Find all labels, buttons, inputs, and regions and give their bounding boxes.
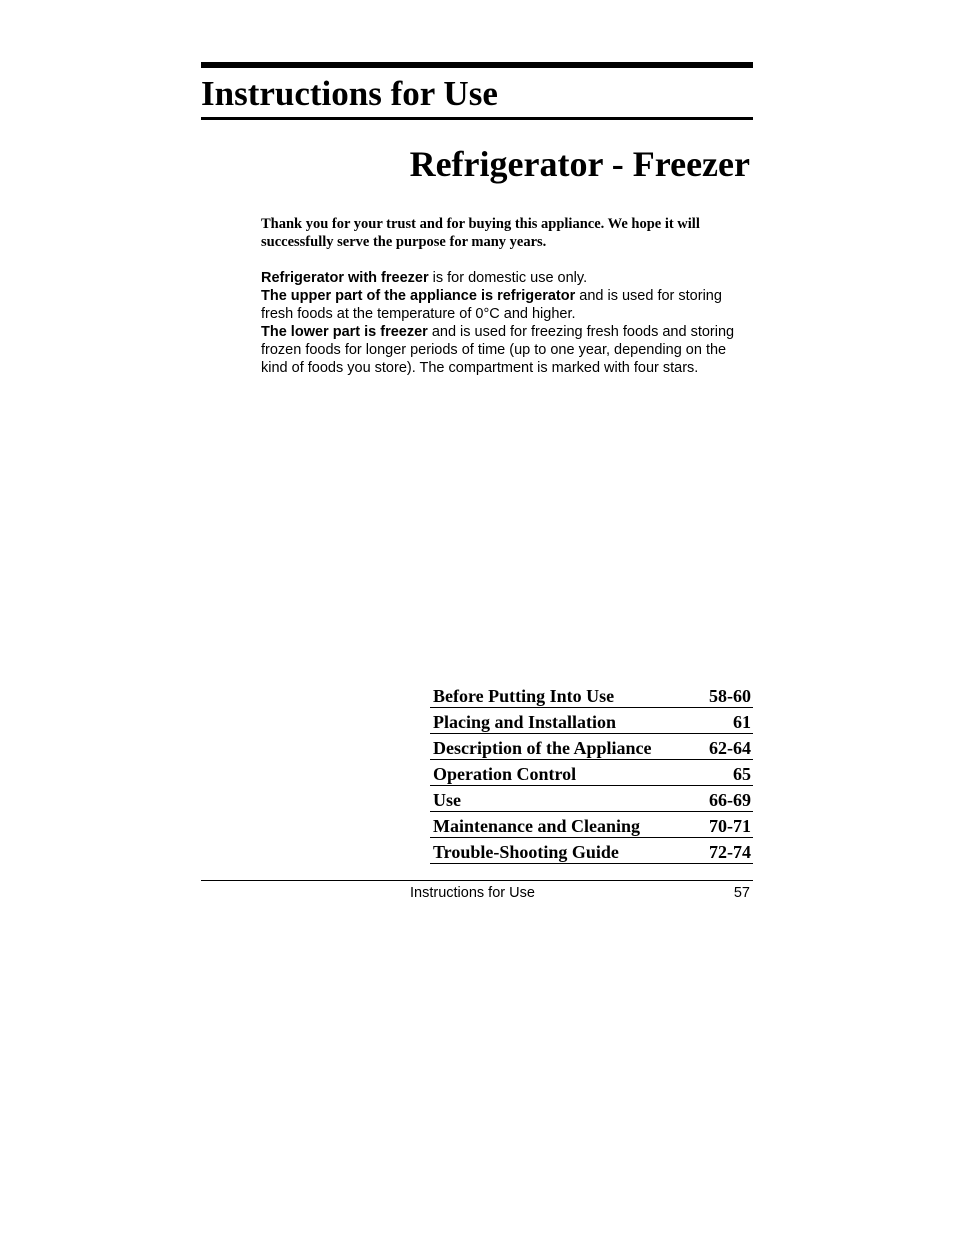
- toc-title: Before Putting Into Use: [430, 682, 697, 708]
- document-title: Instructions for Use: [201, 74, 498, 113]
- toc-title: Use: [430, 786, 697, 812]
- table-of-contents: [430, 682, 753, 864]
- toc-pages: 61: [697, 708, 753, 734]
- toc-pages: 58-60: [697, 682, 753, 708]
- toc-row[interactable]: [430, 760, 753, 786]
- description-bold-1: Refrigerator with freezer: [261, 270, 429, 286]
- description-paragraph: [261, 269, 756, 377]
- toc-title: Operation Control: [430, 760, 697, 786]
- intro-paragraph: Thank you for your trust and for buying this appliance. We hope it will successfully serve the purpose for many years.: [261, 216, 700, 250]
- toc-row[interactable]: [430, 812, 753, 838]
- toc-pages: 62-64: [697, 734, 753, 760]
- toc-pages: 65: [697, 760, 753, 786]
- toc-pages: 72-74: [697, 838, 753, 864]
- description-text-3: and is used for freezing fresh foods and storing frozen foods for longer periods of time (up to one year, depending on the kind of foods you store). The compartment is marked with four stars.: [261, 324, 735, 376]
- footer-rule: [201, 880, 753, 881]
- description-bold-3: The lower part is freezer: [261, 324, 428, 340]
- product-title: Refrigerator - Freezer: [409, 144, 750, 184]
- description-text-1: is for domestic use only.: [428, 270, 588, 286]
- title-rule: [201, 117, 753, 120]
- toc-row[interactable]: [430, 682, 753, 708]
- toc-title: Placing and Installation: [430, 708, 697, 734]
- toc-pages: 66-69: [697, 786, 753, 812]
- toc-title: Maintenance and Cleaning: [430, 812, 697, 838]
- page-number: 57: [733, 885, 750, 901]
- footer-label: Instructions for Use: [410, 885, 535, 901]
- toc-title: Trouble-Shooting Guide: [430, 838, 697, 864]
- toc-row[interactable]: [430, 708, 753, 734]
- description-bold-2: The upper part of the appliance is refrigerator: [261, 288, 576, 304]
- toc-row[interactable]: [430, 838, 753, 864]
- description-text-2: and is used for storing fresh foods at the temperature of 0°C and higher.: [261, 288, 722, 322]
- toc-row[interactable]: [430, 786, 753, 812]
- toc-pages: 70-71: [697, 812, 753, 838]
- top-rule: [201, 62, 753, 68]
- toc-title: Description of the Appliance: [430, 734, 697, 760]
- toc-row[interactable]: [430, 734, 753, 760]
